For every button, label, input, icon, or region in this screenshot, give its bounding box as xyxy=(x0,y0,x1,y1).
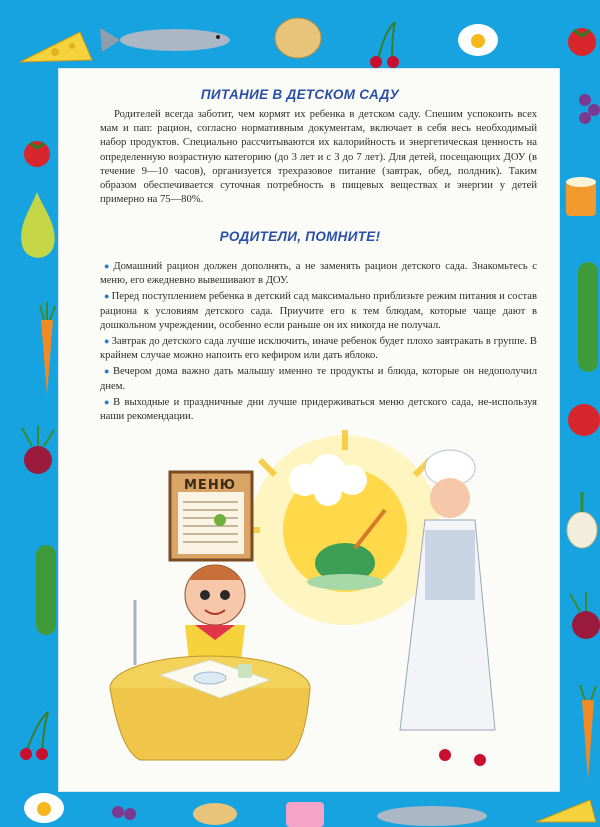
cucumber-icon xyxy=(578,262,598,372)
intro-paragraph: Родителей всегда заботит, чем кормят их ребенка в детском саду. Спешим успокоить всех мам и пап: рацион, согласно нормативным документам, включает в себя весь необходимый набор продуктов. Специально рассчитываются их калорийность и энергетическая ценность на определенную возрастную категорию (до 3 лет и с 3 до 7 лет). Для детей, посещающих ДОУ (в течение 9—10 часов), организуется трехразовое питание (завтрак, обед, полдник). Таким образом обеспечивается суточная потребность в пищевых веществах и энергии у детей примерно на 75—80%. xyxy=(100,109,537,206)
fish-icon xyxy=(377,806,487,826)
page-title: ПИТАНИЕ В ДЕТСКОМ САДУ xyxy=(200,87,400,102)
bread-icon xyxy=(193,803,237,825)
apple-icon xyxy=(214,514,226,526)
list-item: ● Домашний рацион должен дополнять, а не заменять рацион детского сада. Знакомьтесь с меню, его ежедневно вывешивают в ДОУ. xyxy=(100,261,537,287)
bullet-icon: ● xyxy=(104,261,112,271)
bullet-icon: ● xyxy=(104,366,111,377)
menu-board xyxy=(170,472,252,560)
cup-icon xyxy=(238,664,252,678)
tomato-icon xyxy=(24,141,50,167)
egg-icon xyxy=(458,24,498,56)
bullet-icon: ● xyxy=(104,396,112,407)
egg-icon xyxy=(24,793,64,823)
child-figure xyxy=(135,565,245,670)
kindergarten-meal-illustration xyxy=(100,430,520,785)
table xyxy=(110,656,310,760)
bullet-icon: ● xyxy=(104,336,110,347)
section-heading: РОДИТЕЛИ, ПОМНИТЕ! xyxy=(219,229,381,244)
tomato-icon xyxy=(568,28,596,56)
list-item: ● Перед поступлением ребенка в детский сад максимально приблизьте режим питания и состав рациона к условиям детского сада. Приучите его к тем блюдам, которые чаще дают в дошкольном учреждении, особенно если раньше он их никогда не получал. xyxy=(100,291,537,331)
plate-icon xyxy=(194,672,226,684)
list-item: ● В выходные и праздничные дни лучше придерживаться меню детского сада, не-используя наши рекомендации. xyxy=(100,396,537,423)
bread-icon xyxy=(275,18,321,58)
cup-icon xyxy=(286,802,324,827)
bullet-icon: ● xyxy=(104,291,110,302)
tomato-icon xyxy=(568,404,600,436)
tips-list xyxy=(100,259,537,425)
menu-board-label: МЕНЮ xyxy=(184,478,236,493)
list-item: ● Завтрак до детского сада лучше исключить, иначе ребенок будет плохо завтракать в группе. В крайнем случае можно напоить его кефиром или дать яблоко. xyxy=(100,336,538,362)
cup-icon xyxy=(566,177,596,216)
cucumber-icon xyxy=(36,545,56,635)
list-item: ● Вечером дома важно дать малышу именно те продукты и блюда, которые он недополучил днем. xyxy=(100,366,538,392)
